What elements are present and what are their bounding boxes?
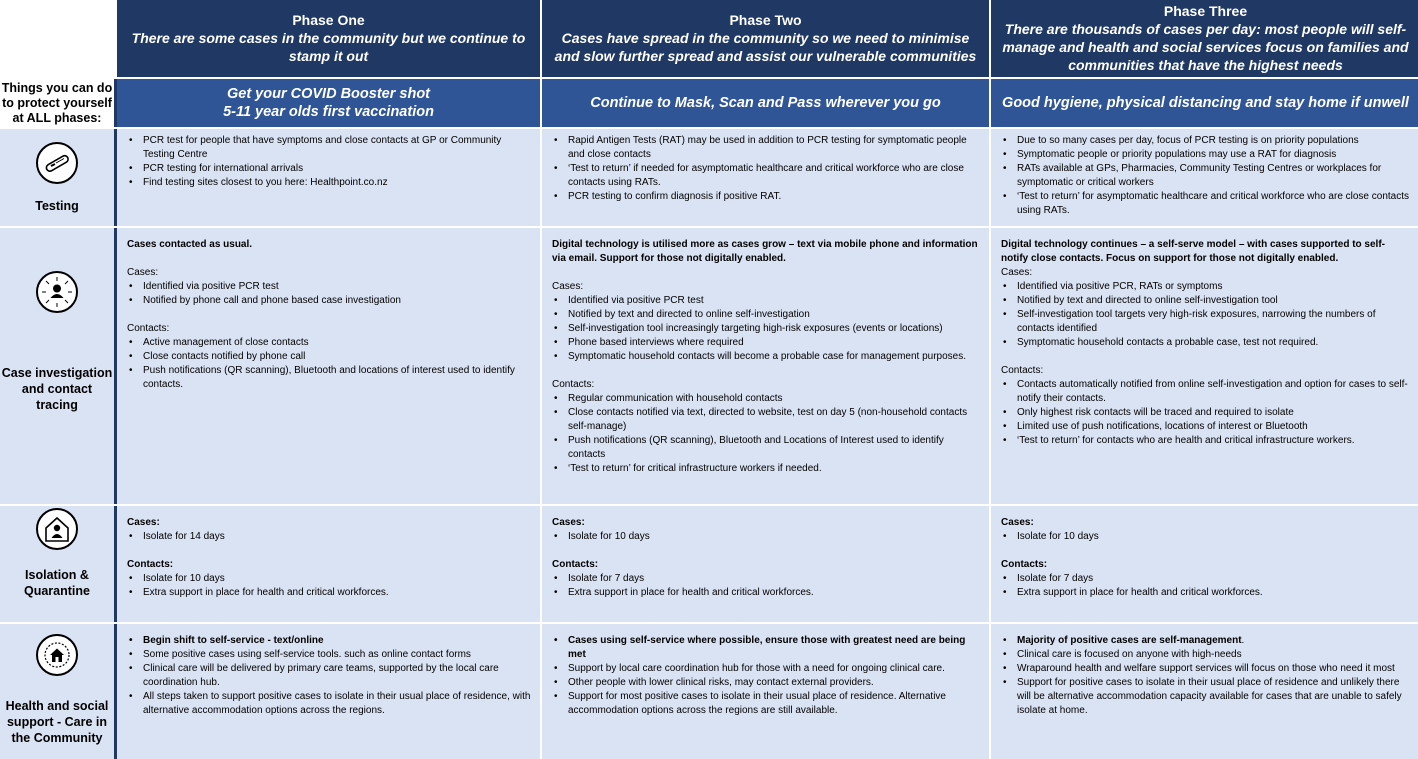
protect-label: Things you can do to protect yourself at ALL phases: [0, 79, 117, 127]
phase-subtitle: Cases have spread in the community so we need to minimise and slow further spread and assist our vulnerable communities [554, 30, 977, 64]
phase-two-header [542, 0, 989, 77]
list-item: • Clinical care will be delivered by primary care teams, supported by the local care coordination hub. [127, 662, 532, 690]
home-care-icon [36, 634, 78, 676]
contacts-label: Contacts: [127, 559, 174, 570]
banner-line: Good hygiene, physical distancing and stay home if unwell [1002, 95, 1409, 111]
list-item: • Isolate for 10 days [1001, 530, 1412, 544]
list-item: • Find testing sites closest to you here: Healthpoint.co.nz [127, 176, 532, 190]
mask-scan-banner [542, 79, 989, 127]
list-item: • ‘Test to return’ if needed for asymptomatic healthcare and critical workforce who are close contacts using RATs. [552, 162, 981, 190]
list-item: • Self-investigation tool increasingly targeting high-risk exposures (events or locations) [552, 322, 981, 336]
health-phase-three [991, 624, 1418, 759]
list-item: • Rapid Antigen Tests (RAT) may be used in addition to PCR testing for symptomatic people and close contacts [552, 134, 981, 162]
list-item: • Clinical care is focused on anyone with high-needs [1001, 648, 1412, 662]
list-item: • Regular communication with household contacts [552, 392, 981, 406]
banner-line: 5-11 year olds first vaccination [223, 104, 434, 120]
banner-line: Continue to Mask, Scan and Pass wherever you go [590, 95, 941, 111]
list-item: • PCR testing for international arrivals [127, 162, 532, 176]
row-label-case-investigation [0, 228, 117, 504]
list-item: • Some positive cases using self-service tools. such as online contact forms [127, 648, 532, 662]
case-phase-two [542, 228, 989, 504]
lead-tail: . [1241, 635, 1245, 646]
list-item: • Support by local care coordination hub for those with a need for ongoing clinical care. [552, 662, 981, 676]
cases-label: Cases: [1001, 267, 1033, 278]
banner-line: Get your COVID Booster shot [226, 86, 431, 102]
list-item: • Push notifications (QR scanning), Bluetooth and locations of interest used to identify contacts. [127, 364, 532, 392]
list-item: • Other people with lower clinical risks, may contact external providers. [552, 676, 981, 690]
row-label-isolation [0, 506, 117, 622]
list-item: • Close contacts notified by phone call [127, 350, 532, 364]
list-item: • Due to so many cases per day, focus of PCR testing is on priority populations [1001, 134, 1412, 148]
list-item: • Notified by text and directed to online self-investigation [552, 308, 981, 322]
case-phase-three [991, 228, 1418, 504]
list-item: • PCR testing to confirm diagnosis if positive RAT. [552, 190, 981, 204]
health-phase-two [542, 624, 989, 759]
list-item: • Push notifications (QR scanning), Bluetooth and Locations of Interest used to identify contacts [552, 434, 981, 462]
cases-label: Cases: [127, 267, 159, 278]
contacts-label: Contacts: [127, 323, 170, 334]
row-label-text: Testing [35, 199, 79, 213]
list-item: • Support for positive cases to isolate in their usual place of residence and unlikely there will be alternative accommodation capacity available for cases that are unable to safely isolate at home. [1001, 676, 1412, 718]
list-item: • All steps taken to support positive cases to isolate in their usual place of residence, with alternative accommodation options across the regions. [127, 690, 532, 718]
phase-one-header [117, 0, 540, 77]
list-item: • Identified via positive PCR test [552, 294, 981, 308]
testing-phase-two [542, 129, 989, 226]
cases-label: Cases: [1001, 517, 1034, 528]
cell-heading: Cases contacted as usual. [127, 239, 253, 250]
health-phase-one [117, 624, 540, 759]
phase-title: Phase Two [729, 12, 802, 28]
list-item: • Wraparound health and welfare support services will focus on those who need it most [1001, 662, 1412, 676]
list-item: • Symptomatic people or priority populations may use a RAT for diagnosis [1001, 148, 1412, 162]
list-item: • Extra support in place for health and critical workforces. [552, 586, 981, 600]
list-item: • Close contacts notified via text, directed to website, test on day 5 (non-household contacts self-manage) [552, 406, 981, 434]
list-item: • Extra support in place for health and critical workforces. [1001, 586, 1412, 600]
list-item: • Cases using self-service where possible, ensure those with greatest need are being met [552, 634, 981, 662]
row-label-text: Isolation & Quarantine [24, 568, 90, 598]
list-item: • Limited use of push notifications, locations of interest or Bluetooth [1001, 420, 1412, 434]
list-item: • Isolate for 10 days [552, 530, 981, 544]
list-item: • Support for most positive cases to isolate in their usual place of residence. Alternative accommodation options across the regions are still available. [552, 690, 981, 718]
list-item: • PCR test for people that have symptoms and close contacts at GP or Community Testing Centre [127, 134, 532, 162]
list-item: • Contacts automatically notified from online self-investigation and option for cases to self-notify their contacts. [1001, 378, 1412, 406]
person-in-house-icon [36, 508, 78, 550]
row-label-text: Case investigation and contact tracing [1, 366, 113, 412]
list-item: • Isolate for 7 days [1001, 572, 1412, 586]
list-item [1001, 634, 1412, 648]
contacts-label: Contacts: [552, 379, 595, 390]
list-item: • Extra support in place for health and critical workforces. [127, 586, 532, 600]
phase-subtitle: There are thousands of cases per day: most people will self-manage and health and social services focus on families and communities that have the highest needs [1002, 21, 1409, 73]
testing-phase-one [117, 129, 540, 226]
list-item: • Notified by text and directed to online self-investigation tool [1001, 294, 1412, 308]
list-item: • Identified via positive PCR test [127, 280, 532, 294]
row-label-health-support [0, 624, 117, 759]
list-item: • Notified by phone call and phone based case investigation [127, 294, 532, 308]
list-item: • Begin shift to self-service - text/online [127, 634, 532, 648]
list-item: • Self-investigation tool targets very high-risk exposures, narrowing the numbers of contacts identified [1001, 308, 1412, 336]
booster-banner [117, 79, 540, 127]
testing-phase-three [991, 129, 1418, 226]
cases-label: Cases: [552, 517, 585, 528]
cases-label: Cases: [552, 281, 584, 292]
isolation-phase-one [117, 506, 540, 622]
list-item: • Symptomatic household contacts a probable case, test not required. [1001, 336, 1412, 350]
isolation-phase-three [991, 506, 1418, 622]
hygiene-banner [991, 79, 1418, 127]
isolation-phase-two [542, 506, 989, 622]
test-swab-icon [36, 142, 78, 184]
case-phase-one [117, 228, 540, 504]
row-label-text: Health and social support - Care in the Community [5, 699, 109, 745]
cell-heading: Digital technology continues – a self-serve model – with cases supported to self-notify close contacts. Focus on support for those not digitally enabled. [1001, 239, 1385, 264]
list-item: • Isolate for 14 days [127, 530, 532, 544]
list-item: • Phone based interviews where required [552, 336, 981, 350]
contacts-label: Contacts: [1001, 559, 1048, 570]
bold-lead: Majority of positive cases are self-management [1017, 635, 1242, 646]
phase-subtitle: There are some cases in the community but we continue to stamp it out [131, 30, 526, 64]
list-item: • ‘Test to return’ for asymptomatic healthcare and critical workforce who are close contacts using RATs. [1001, 190, 1412, 218]
corner-cell [0, 0, 117, 77]
phase-title: Phase Three [1163, 3, 1248, 19]
list-item: • Only highest risk contacts will be traced and required to isolate [1001, 406, 1412, 420]
list-item: • RATs available at GPs, Pharmacies, Community Testing Centres or workplaces for symptomatic or critical workers [1001, 162, 1412, 190]
list-item: • Identified via positive PCR, RATs or symptoms [1001, 280, 1412, 294]
list-item: • Symptomatic household contacts will become a probable case for management purposes. [552, 350, 981, 364]
list-item: • Isolate for 10 days [127, 572, 532, 586]
phase-three-header [991, 0, 1418, 77]
list-item: • ‘Test to return’ for critical infrastructure workers if needed. [552, 462, 981, 476]
phase-title: Phase One [292, 12, 365, 28]
contacts-label: Contacts: [1001, 365, 1044, 376]
contacts-label: Contacts: [552, 559, 599, 570]
list-item: • Isolate for 7 days [552, 572, 981, 586]
list-item: • ‘Test to return’ for contacts who are health and critical infrastructure workers. [1001, 434, 1412, 448]
contact-tracing-icon [36, 271, 78, 313]
row-label-testing [0, 129, 117, 226]
cell-heading: Digital technology is utilised more as cases grow – text via mobile phone and information via email. Support for those not digitally enabled. [552, 239, 978, 264]
list-item: • Active management of close contacts [127, 336, 532, 350]
cases-label: Cases: [127, 517, 160, 528]
